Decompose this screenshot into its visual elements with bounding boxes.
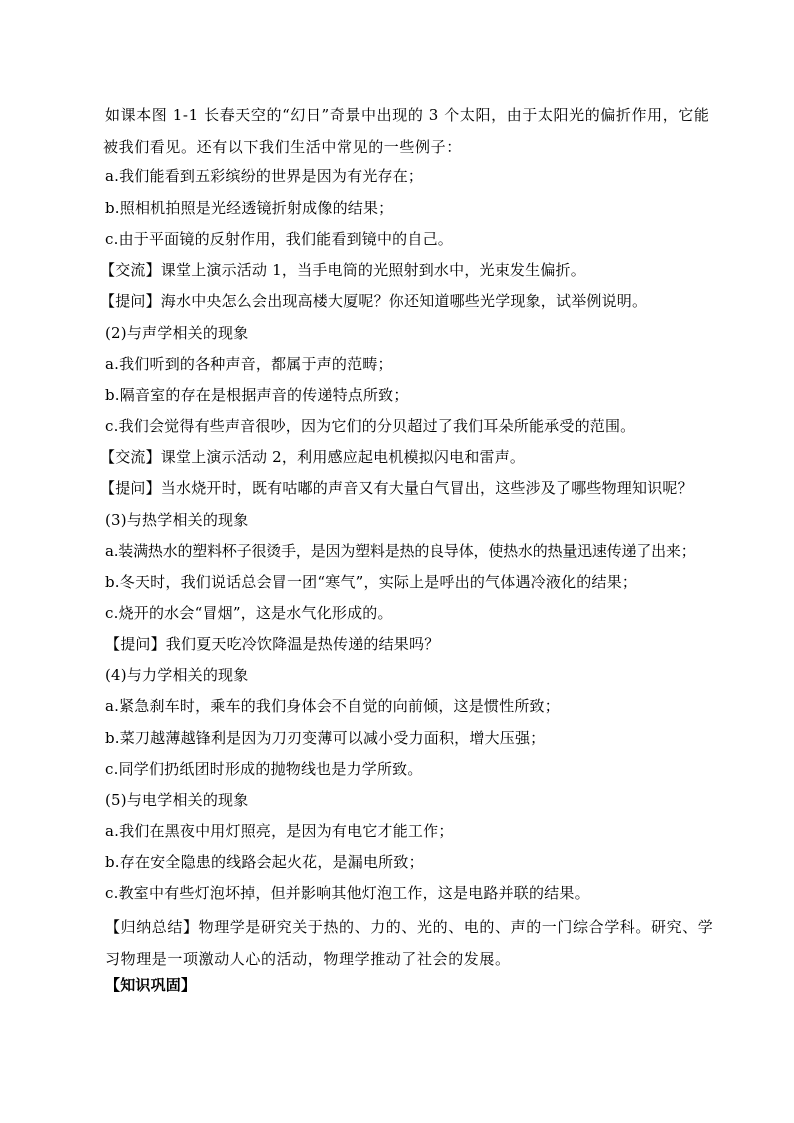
acoustics-example-c: c.我们会觉得有些声音很吵，因为它们的分贝超过了我们耳朵所能承受的范围。 [105, 417, 636, 435]
optics-example-c: c.由于平面镜的反射作用，我们能看到镜中的自己。 [105, 230, 453, 248]
summary-paragraph [105, 911, 725, 975]
summary-line-2: 习物理是一项激动人心的活动，物理学推动了社会的发展。 [105, 950, 511, 968]
mechanics-example-c: c.同学们扔纸团时形成的抛物线也是力学所致。 [105, 760, 423, 778]
intro-line-2: 被我们看见。还有以下我们生活中常见的一些例子： [103, 138, 462, 156]
electricity-example-c: c.教室中有些灯泡坏掉，但并影响其他灯泡工作，这是电路并联的结果。 [105, 884, 590, 902]
acoustics-question: 【提问】当水烧开时，既有咕嘟的声音又有大量白气冒出，这些涉及了哪些物理知识呢？ [100, 479, 693, 497]
acoustics-exchange: 【交流】课堂上演示活动 2，利用感应起电机模拟闪电和雷声。 [100, 448, 526, 466]
thermal-example-a: a.装满热水的塑料杯子很烫手，是因为塑料是热的良导体，使热水的热量迅速传递了出来； [105, 542, 696, 560]
electricity-heading: (5)与电学相关的现象 [105, 791, 249, 809]
thermal-question: 【提问】我们夏天吃冷饮降温是热传递的结果吗？ [105, 635, 440, 653]
optics-example-a: a.我们能看到五彩缤纷的世界是因为有光存在； [105, 167, 424, 185]
electricity-example-b: b.存在安全隐患的线路会起火花，是漏电所致； [105, 853, 424, 871]
mechanics-example-a: a.紧急刹车时，乘车的我们身体会不自觉的向前倾，这是惯性所致； [105, 697, 560, 715]
thermal-heading: (3)与热学相关的现象 [105, 511, 249, 529]
intro-paragraph [105, 99, 725, 163]
electricity-example-a: a.我们在黑夜中用灯照亮，是因为有电它才能工作； [105, 822, 454, 840]
acoustics-example-a: a.我们听到的各种声音，都属于声的范畴； [105, 355, 393, 373]
acoustics-example-b: b.隔音室的存在是根据声音的传递特点所致； [105, 386, 409, 404]
summary-line-1: 【归纳总结】物理学是研究关于热的、力的、光的、电的、声的一门综合学科。研究、学 [105, 918, 714, 936]
thermal-example-c: c.烧开的水会“冒烟”，这是水气化形成的。 [105, 604, 393, 622]
optics-example-b: b.照相机拍照是光经透镜折射成像的结果； [105, 199, 394, 217]
mechanics-heading: (4)与力学相关的现象 [105, 666, 249, 684]
mechanics-example-b: b.菜刀越薄越锋利是因为刀刃变薄可以减小受力面积，增大压强； [105, 729, 546, 747]
optics-exchange: 【交流】课堂上演示活动 1，当手电筒的光照射到水中，光束发生偏折。 [100, 261, 586, 279]
optics-question: 【提问】海水中央怎么会出现高楼大厦呢？你还知道哪些光学现象，试举例说明。 [100, 292, 648, 310]
acoustics-heading: (2)与声学相关的现象 [105, 324, 249, 342]
thermal-example-b: b.冬天时，我们说话总会冒一团“寒气”，实际上是呼出的气体遇冷液化的结果； [105, 573, 638, 591]
knowledge-consolidation-heading: 【知识巩固】 [105, 976, 197, 994]
intro-line-1: 如课本图 1-1 长春天空的“幻日”奇景中出现的 3 个太阳，由于太阳光的偏折作用，它能 [105, 106, 710, 124]
